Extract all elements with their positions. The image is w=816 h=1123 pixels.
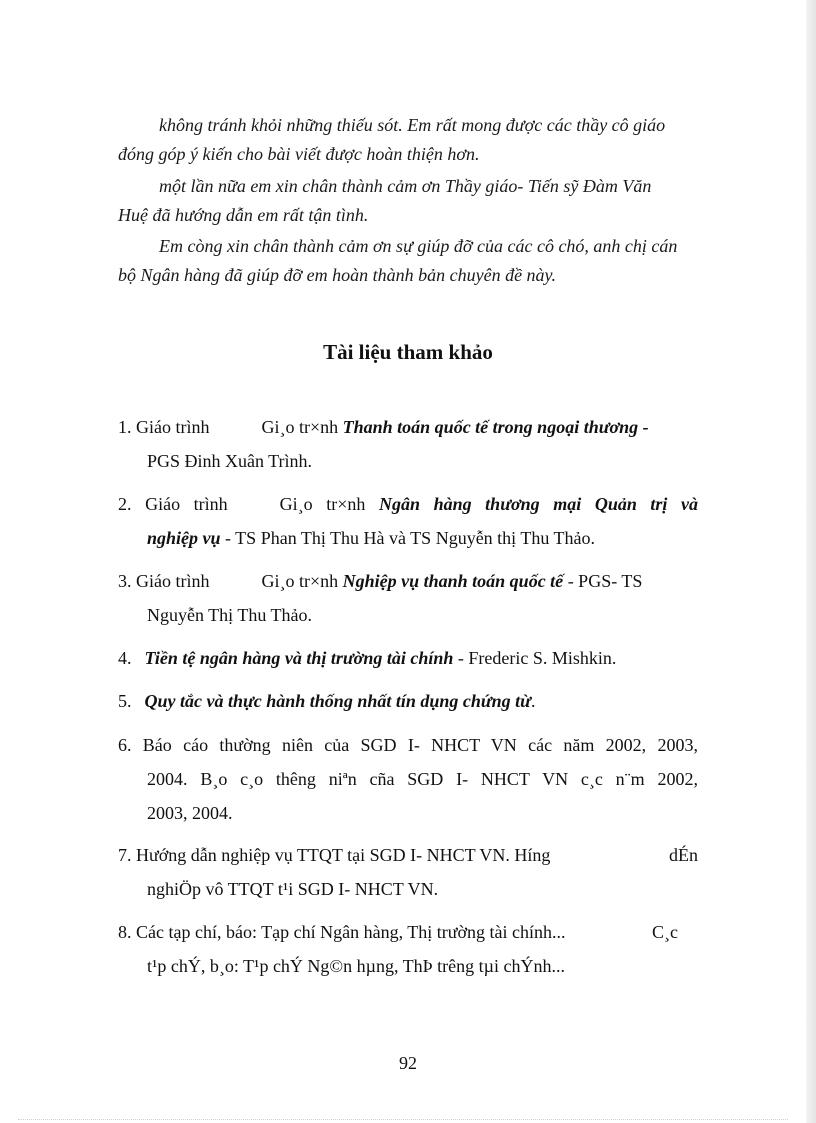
reference-4 [118,641,698,675]
ref3-line1 [118,564,698,598]
ref3-authors: - PGS- TS [567,571,643,591]
ref2-line2 [118,521,698,555]
ref5-line1 [118,684,698,718]
ref1-title: Thanh toán quốc tế trong ngoại thương [342,417,639,437]
page-edge-shadow [806,0,816,1123]
section-title: Tài liệu tham khảo [323,340,493,364]
ref4-line1 [118,641,698,675]
reference-6 [118,728,698,830]
intro-p2-line2: Huệ đã hướng dẫn em rất tận tình. [118,205,369,225]
ref6-line1: 6. Báo cáo thường niên của SGD I- NHCT VN các năm 2002, 2003, [118,735,698,755]
page-number: 92 [399,1053,417,1073]
ref1-number: 1. Giáo trình [118,417,210,437]
intro-p3-line1: Em còng xin chân thành cảm ơn sự giúp đỡ của các cô chó, anh chị cán [159,236,678,256]
page-bottom-border [18,1119,788,1120]
ref4-author: - Frederic S. Mishkin. [453,648,617,668]
reference-5 [118,684,698,718]
ref1-dash: - [642,417,649,437]
reference-2 [118,487,698,555]
ref4-number: 4. [118,648,132,668]
intro-paragraph-1 [118,111,698,169]
reference-3 [118,564,698,632]
ref2-number: 2. Giáo trình [118,494,228,514]
ref7-line1 [118,838,698,872]
reference-7 [118,838,698,906]
ref2-authors: - TS Phan Thị Thu Hà và TS Nguyễn thị Thu Thảo. [220,528,596,548]
ref1-line1 [118,410,698,444]
intro-p1-line1: không tránh khỏi những thiếu sót. Em rất mong được các thầy cô giáo [159,115,666,135]
ref8-garbled-tail: C¸c [652,922,678,942]
ref2-garbled-text: Gi¸o tr×nh [279,494,366,514]
ref8-line1 [118,915,698,949]
ref5-period: . [530,691,536,711]
ref3-title: Nghiệp vụ thanh toán quốc tế [342,571,564,591]
ref7-garbled-tail: dÉn [669,845,698,865]
reference-8 [118,915,698,983]
ref3-garbled-text: Gi¸o tr×nh [261,571,339,591]
ref2-line1 [118,487,698,521]
ref1-author: PGS Đinh Xuân Trình. [147,451,313,471]
ref8-line2: t¹p chÝ, b¸o: T¹p chÝ Ng©n hµng, ThÞ trêng tµi chÝnh... [147,956,566,976]
ref7-text: 7. Hướng dẫn nghiệp vụ TTQT tại SGD I- NHCT VN. Híng [118,845,551,865]
intro-p2-line1: một lần nữa em xin chân thành cảm ơn Thầy giáo- Tiến sỹ Đàm Văn [159,176,652,196]
ref3-number: 3. Giáo trình [118,571,210,591]
ref4-title: Tiền tệ ngân hàng và thị trường tài chính [144,648,454,668]
ref2-title: Ngân hàng thương mại Quản trị và [378,494,699,514]
ref6-line3: 2003, 2004. [147,803,233,823]
ref7-line2: nghiÖp vô TTQT t¹i SGD I- NHCT VN. [147,879,439,899]
ref5-number: 5. [118,691,132,711]
ref8-text: 8. Các tạp chí, báo: Tạp chí Ngân hàng, Thị trường tài chính... [118,922,566,942]
ref5-title: Quy tắc và thực hành thống nhất tín dụng chứng từ [144,691,531,711]
ref6-line2: 2004. B¸o c¸o thêng niªn cña SGD I- NHCT VN c¸c n¨m 2002, [147,769,698,789]
intro-paragraph-3 [118,232,698,290]
intro-p3-line2: bộ Ngân hàng đã giúp đỡ em hoàn thành bản chuyên đề này. [118,265,557,285]
intro-paragraph-2 [118,172,698,230]
intro-p1-line2: đóng góp ý kiến cho bài viết được hoàn thiện hơn. [118,144,480,164]
ref3-author-cont: Nguyễn Thị Thu Thảo. [147,605,312,625]
ref1-garbled-text: Gi¸o tr×nh [261,417,339,437]
ref2-title-cont: nghiệp vụ [147,528,221,548]
reference-1 [118,410,698,478]
